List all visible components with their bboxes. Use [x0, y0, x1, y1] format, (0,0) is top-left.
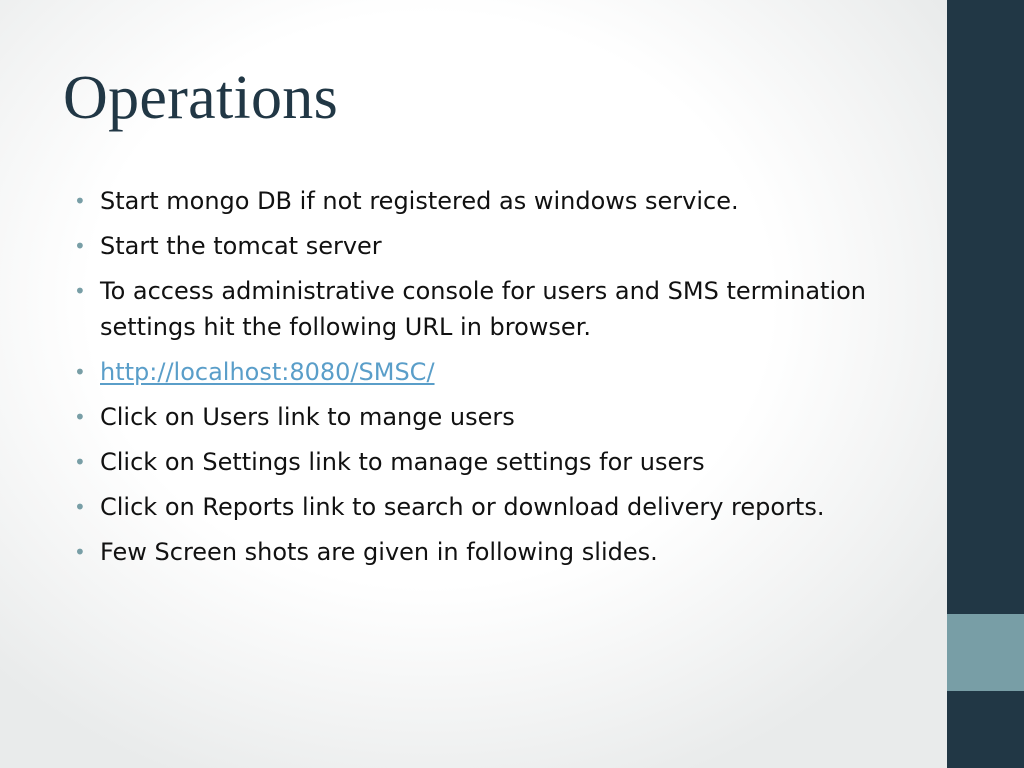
bullet-item — [74, 354, 934, 390]
bullet-text: Few Screen shots are given in following slides. — [100, 538, 658, 566]
bullet-item — [74, 489, 934, 525]
bullet-text: Start the tomcat server — [100, 232, 382, 260]
smsc-url-link[interactable]: http://localhost:8080/SMSC/ — [100, 358, 435, 386]
bullet-item — [74, 273, 934, 345]
bullet-text: Start mongo DB if not registered as windows service. — [100, 187, 739, 215]
bullet-text: Click on Reports link to search or download delivery reports. — [100, 493, 825, 521]
sidebar-accent-block — [947, 614, 1024, 691]
slide-title: Operations — [63, 64, 339, 132]
bullet-item — [74, 228, 934, 264]
bullet-list — [74, 183, 934, 579]
bullet-item — [74, 534, 934, 570]
bullet-dot-icon: • — [74, 360, 86, 384]
bullet-text: Click on Users link to mange users — [100, 403, 515, 431]
bullet-item — [74, 183, 934, 219]
bullet-text: To access administrative console for users and SMS termination settings hit the following URL in browser. — [100, 277, 867, 341]
bullet-dot-icon: • — [74, 405, 86, 429]
bullet-dot-icon: • — [74, 540, 86, 564]
bullet-dot-icon: • — [74, 279, 86, 303]
bullet-dot-icon: • — [74, 495, 86, 519]
bullet-item — [74, 399, 934, 435]
bullet-dot-icon: • — [74, 189, 86, 213]
bullet-dot-icon: • — [74, 234, 86, 258]
bullet-item — [74, 444, 934, 480]
bullet-dot-icon: • — [74, 450, 86, 474]
bullet-text: Click on Settings link to manage settings for users — [100, 448, 705, 476]
